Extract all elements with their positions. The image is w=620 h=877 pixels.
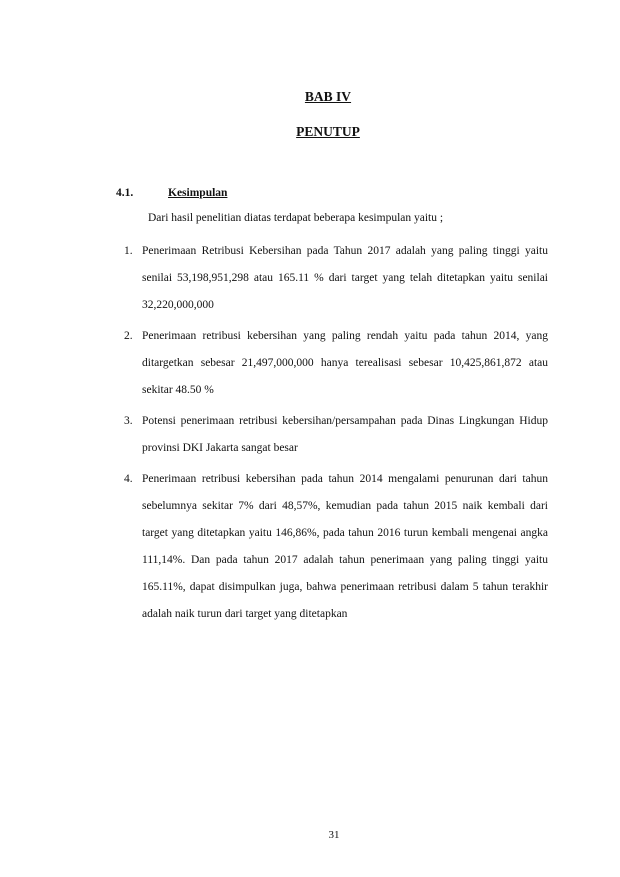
conclusion-item [116,408,548,462]
section-title: Kesimpulan [168,187,228,199]
conclusion-item [116,323,548,404]
list-marker: 1. [124,245,133,257]
conclusion-item [116,466,548,628]
conclusion-list [116,238,548,632]
conclusion-item [116,238,548,319]
conclusion-text: Penerimaan retribusi kebersihan pada tahun 2014 mengalami penurunan dari tahun sebelumnya sekitar 7% dari 48,57%, kemudian pada tahun 2015 naik kembali dari target yang ditetapkan yaitu 146,86%, pada tahun 2016 turun kembali mengenai angka 111,14%. Dan pada tahun 2017 adalah tahun penerimaan yang paling tinggi yaitu 165.11%, dapat disimpulkan juga, bahwa penerimaan retribusi dalam 5 tahun terakhir adalah naik turun dari target yang ditetapkan [142,473,548,620]
section-heading [116,187,227,199]
conclusion-text: Potensi penerimaan retribusi kebersihan/persampahan pada Dinas Lingkungan Hidup provinsi DKI Jakarta sangat besar [142,415,548,454]
conclusion-text: Penerimaan Retribusi Kebersihan pada Tahun 2017 adalah yang paling tinggi yaitu senilai 53,198,951,298 atau 165.11 % dari target yang telah ditetapkan yaitu senilai 32,220,000,000 [142,245,548,311]
section-intro: Dari hasil penelitian diatas terdapat beberapa kesimpulan yaitu ; [148,212,444,224]
list-marker: 2. [124,330,133,342]
chapter-label: BAB IV [304,89,352,104]
page-number: 31 [328,829,340,841]
chapter-title: PENUTUP [296,124,360,139]
list-marker: 4. [124,473,133,485]
section-number: 4.1. [116,187,134,199]
list-marker: 3. [124,415,133,427]
conclusion-text: Penerimaan retribusi kebersihan yang paling rendah yaitu pada tahun 2014, yang ditargetkan sebesar 21,497,000,000 hanya terealisasi sebesar 10,425,861,872 atau sekitar 48.50 % [142,330,548,396]
